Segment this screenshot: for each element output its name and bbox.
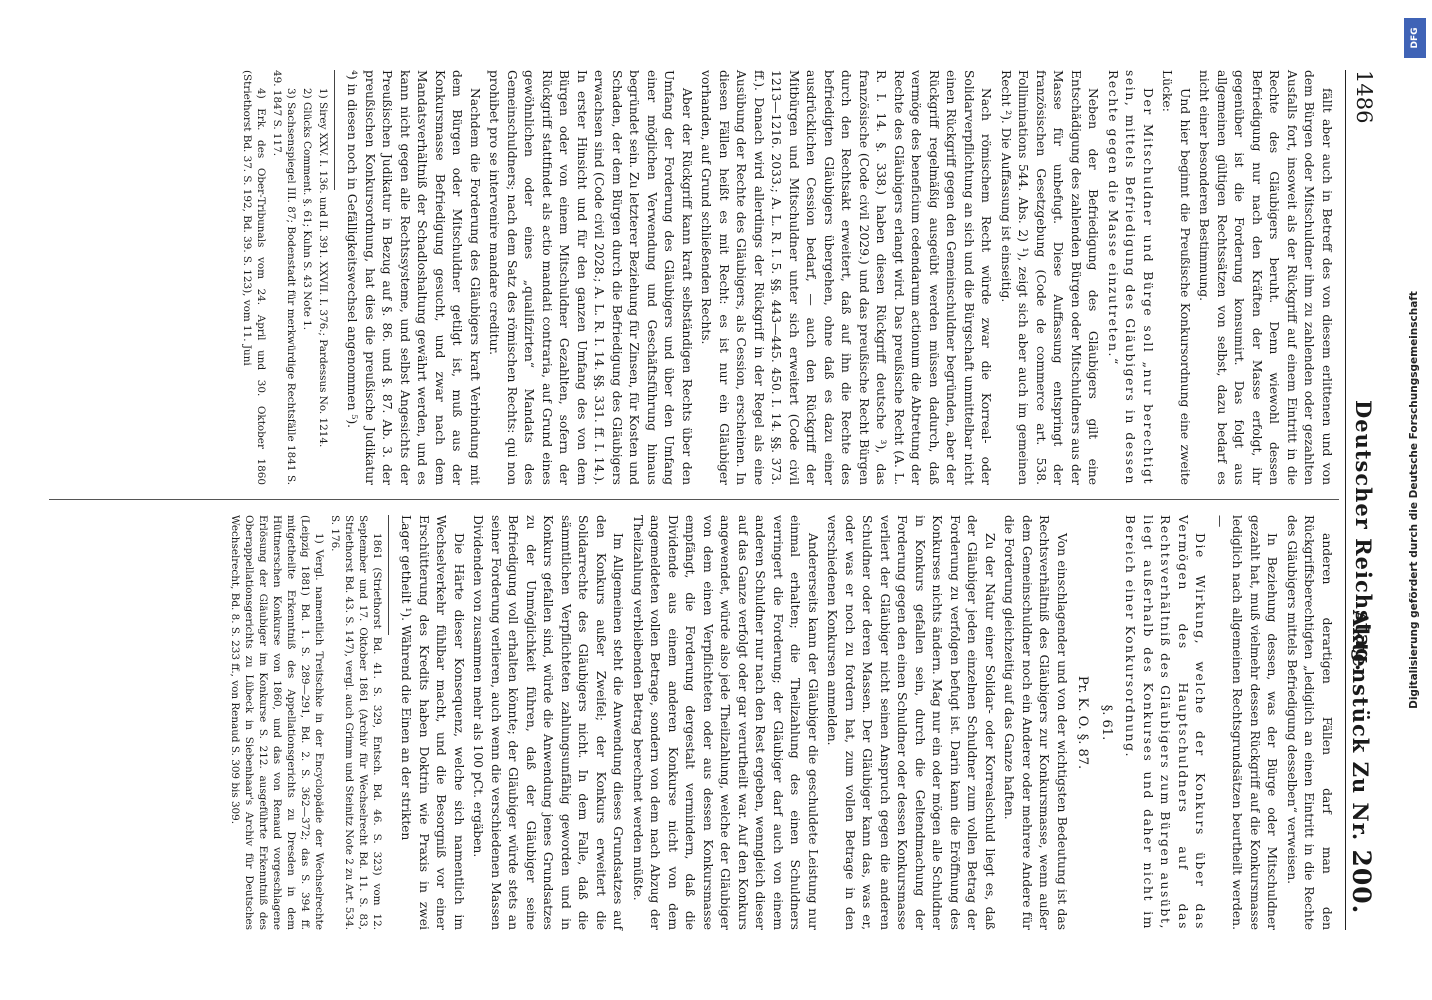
paragraph: Andererseits kann der Gläubiger die geschuldete Leistung nur einmal erhalten; die Theilzahlung des einen Schuldners verringert die Forderung; der Gläubiger darf auch von einem anderen Schuldner nur nach den Rest ergeben, wenngleich dieser auf das Ganze verfolgt oder gar verurtheilt war. Auf den Konkurs angewendet, würde also jede Theilzahlung, welche der Gläubiger von dem einen Verpflichteten oder aus dessen Konkursmasse empfängt, die Forderung dergestalt vermindern, daß die Dividende aus einem anderen Konkurse nicht von dem angemeldeten vollen Betrage, sondern von dem nach Abzug der Theilzahlung verbleibenden Betrag berechnet werden müßte.: [631, 515, 820, 930]
footnote: 3) Sachsenspiegel III. 87; Bodenstadt für merkwürdige Rechtsfälle 1841 S. 49. 1847 S. 117.: [271, 70, 297, 485]
running-title-right-text: Aktenstück Zu Nr.: [1348, 610, 1373, 842]
paragraph: Nach römischem Recht würde zwar die Korreal- oder Solidarverpflichtung an sich und die Bürgschaft unmittelbar nicht einen Rückgriff gegen den Gemeinschuldner begründen, aber der Rückgriff regelmäßig ausgeübt werden müssen dadurch, daß vermöge des beneficium cedendarum actionum die Abtretung der Rechte des Gläubigers erlangt wird. Das preußische Recht (A. L. R. I. 14. §. 338.) haben diesen Rückgriff deutsche ³), das französische (Code civil 2029.) und das preußische Recht Bürgen durch den Rechtsakt erweitert, daß auf ihn die Rechte des befriedigten Gläubigers übergehen, ohne daß es dazu einer ausdrücklichen Cession bedarf, — auch den Rückgriff der Mitbürgen und Mitschuldner unter sich erweitert (Code civil 1213—1216. 2033.; A. L. R. I. 5. §§. 443—445. 450. I. 14. §§. 373. ff.). Danach wird allerdings der Rückgriff in der Regel als eine Ausübung der Rechte des Gläubigers, als Cession, erscheinen. In diesen Fällen heißt es mit Recht: es ist nur ein Gläubiger vorhanden, auf Grund schließenden Rechts.: [699, 70, 994, 485]
page-header: [1345, 70, 1380, 930]
column-divider: [49, 499, 1339, 500]
section-reference: Pr. K. O. §. 87.: [1075, 675, 1091, 770]
digitization-sidebar: [1418, 0, 1432, 1000]
paragraph: In Beziehung dessen, was der Bürge oder Mitschuldner gezahlt hat, muß vielmehr dessen Rückgriff auf die Konkursmasse lediglich nach allgemeinen Rechtsgrundsätzen beurtheilt werden. —: [1213, 515, 1280, 930]
running-title-right: [1347, 610, 1376, 914]
footnote: 4) Erk. des Ober-Tribunals vom 24. April und 30. Oktober 1860 (Striethorst Bd. 37. S. 192, Bd. 39. S. 123), vom 11. Juni: [241, 70, 267, 485]
digitization-credit: Digitalisierung gefördert durch die Deutsche Forschungsgemeinschaft: [1408, 291, 1420, 709]
section-number: §. 61.: [1099, 704, 1114, 741]
paragraph: Der Mitschuldner und Bürge soll „nur berechtigt sein, mittels Befriedigung des Gläubigers in dessen Rechte gegen die Masse einzutreten.“: [1106, 70, 1155, 485]
paragraph: anderen derartigen Fällen darf man den Rückgriffsberechtigten „lediglich an einen Eintritt in die Rechte des Gläubigers mittels Befriedigung desselben“ verweisen.: [1285, 515, 1334, 930]
paragraph: Von einschlagender und von der wichtigsten Bedeutung ist das Rechtsverhältniß des Gläubigers zur Konkursmasse, wenn außer dem Gemeinschuldner noch ein Anderer oder mehrere Andere für die Forderung gleichzeitig auf das Ganze haften.: [1002, 515, 1069, 930]
paragraph: Im Allgemeinen steht die Anwendung dieses Grundsatzes auf den Konkurs außer Zweifel; der Konkurs erweitert die Solidarrechte des Gläubigers nicht. In dem Falle, daß die sämmtlichen Verpflichteten zahlungsunfähig geworden und in Konkurs gefallen sind, würde die Anwendung jenes Grundsatzes zu der Unmöglichkeit führen, daß der Gläubiger seine Befriedigung voll erhalten könnte; der Gläubiger würde stets an seiner Forderung verlieren, auch wenn die verschiedenen Massen Dividenden von zusammen mehr als 100 pCt. ergäben.: [471, 515, 626, 930]
right-column: [226, 515, 1335, 930]
footnote-rule: [384, 515, 389, 635]
footnote: 1) Sirey XXV. I. 136. und II. 391. XXVII. I. 376.; Pardessus No. 1214.: [317, 88, 329, 448]
document-page: [26, 30, 1406, 970]
footnote: 2) Glücks Comment. §. 61; Kuhn S. 43 Note 1.: [301, 88, 313, 331]
document-number: 200.: [1347, 849, 1376, 915]
paragraph: fällt aber auch in Betreff des von diesem erlittenen und von dem Bürgen oder Mitschuldner ihm zu zahlenden oder gezahlten Ausfalls fort, insoweit als der Rückgriff auf einem Eintritt in die Rechte des Gläubigers beruht. Denn wiewohl dessen Befriedigung nur nach den Kräften der Masse erfolgt, ihr gegenüber ist die Forderung konsumirt. Das folgt aus allgemeinen gültigen Rechtssätzen von selbst, dazu bedarf es nicht einer besonderen Bestimmung.: [1197, 70, 1334, 485]
paragraph: Aber der Rückgriff kann kraft selbständigen Rechts über den Umfang der Forderung des Gläubigers und über den Umfang einer möglichen Verwendung und Geschäftsführung hinaus begründet sein. Zu letzterer Beziehung für Zinsen, für Kosten und Schaden, der dem Bürgen durch die Befriedigung des Gläubigers erwachsen sind (Code civil 2028.; A. L. R. I. 14. §§. 331. ff. I. 14.). In erster Hinsicht und für den ganzen Umfang des von dem Bürgen oder von einem Mitschuldner Gezahlten, sofern der Rückgriff stattfindet als actio mandati contraria, auf Grund eines gewöhnlichen oder eines „qualifizirten“ Mandats des Gemeinschuldners; nach dem Satz des römischen Rechts: qui non prohibet pro se intervenire mandare creditur.: [487, 70, 694, 485]
dfg-logo-text: DFG: [1410, 27, 1420, 49]
paragraph: Nachdem die Forderung des Gläubigers kraft Verbindung mit dem Bürgen oder Mitschuldner getilgt ist, muß aus der Konkursmasse Befriedigung gesucht, und zwar nach dem Mandatsverhältniß der Schadloshaltung gewährt werden, und es kann nicht gegen alle Rechtssysteme, und selbst Angesichts der Preußischen Judikatur in Bezug auf §. 86. und §. 87. Ab. 3. der preußischen Konkursordnung, hat dies die preußische Judikatur ⁴) in diesen noch in Gefälligkeitswechsel angenommen ⁵).: [345, 70, 482, 485]
paragraph: Die Härte dieser Konsequenz, welche sich namentlich im Wechselverkehr fühlbar macht, und die Besorgniß vor einer Erschütterung des Kredits haben Doktrin wie Praxis in zwei Lager getheilt ¹). Während die Einen an der strikten: [399, 515, 466, 930]
footnote: 1861 (Striethorst Bd. 41. S. 329, Entsch. Bd. 46. S. 323) vom 12. September und 17. Oktober 1861 (Archiv für Wechselrecht Bd. 11. S. 83, Striethorst Bd. 43. S. 147), vergl. auch Grimm und Steinitz Note 2 zu Art. 534. S. 176.: [329, 515, 383, 930]
page-number: 1486: [1352, 70, 1376, 124]
footnote-rule: [330, 70, 335, 190]
paragraph: Neben der Befriedigung des Gläubigers gilt eine Entschädigung des zahlenden Bürgen oder Mitschuldners aus der Masse für unbefugt. Diese Auffassung entspringt der französischen Gesetzgebung (Code de commerce art. 538. Folliminations 544. Abs. 2) ¹), zeigt sich aber auch im gemeinen Recht ²). Die Auffassung ist einseitig.: [999, 70, 1101, 485]
dfg-logo: [1404, 18, 1426, 58]
paragraph: Und hier beginnt die Preußische Konkursordnung eine zweite Lücke:: [1160, 70, 1192, 485]
running-title-left: Deutscher Reichstag.: [1351, 400, 1376, 673]
paragraph: Die Wirkung, welche der Konkurs über das Vermögen des Hauptschuldners auf das Rechtsverhältniß des Gläubigers zum Bürgen ausübt, liegt außerhalb des Konkurses und daher nicht im Bereich einer Konkursordnung.: [1123, 515, 1208, 930]
footnote: 1) Vergl. namentlich Treitschke in der Encyclopädie der Wechselrechte (Leipzig 1881) Bd. 1. S. 289—291, Bd. 2. S. 362—372; das S. 394 ff. mitgetheilte Erkenntniß des Appellationsgerichts zu Dresden in dem Hüttnerschen Konkurse von 1860, und das von Renaud vorgeschlagene Erlösung der Gläubiger im Konkurse S. 212. ausgeführte Erkenntniß des Oberappellationsgerichts zu Lübeck in Siebenhaar's Archiv für Deutsches Wechselrecht, Bd. 8. S. 233 ff., von Renaud S. 309 bis 309.: [229, 515, 325, 930]
left-column: [238, 70, 1335, 485]
paragraph: Zu der Natur einer Solidar- oder Korrealschuld liegt es, daß der Gläubiger jeden einzelnen Schuldner zum vollen Betrag der Forderung zu verfolgen befugt ist. Darin kann die Eröffnung des Konkurses nichts ändern. Mag nur ein oder mögen alle Schuldner in Konkurs gefallen sein, durch die Geltendmachung der Forderung gegen den einen Schuldner oder dessen Konkursmasse verliert der Gläubiger nicht seinen Anspruch gegen die anderen Schuldner oder deren Massen. Der Gläubiger kann das, was er, oder was er noch zu fordern hat, zum vollen Betrage in den verschiedenen Konkursen anmelden.: [825, 515, 997, 930]
